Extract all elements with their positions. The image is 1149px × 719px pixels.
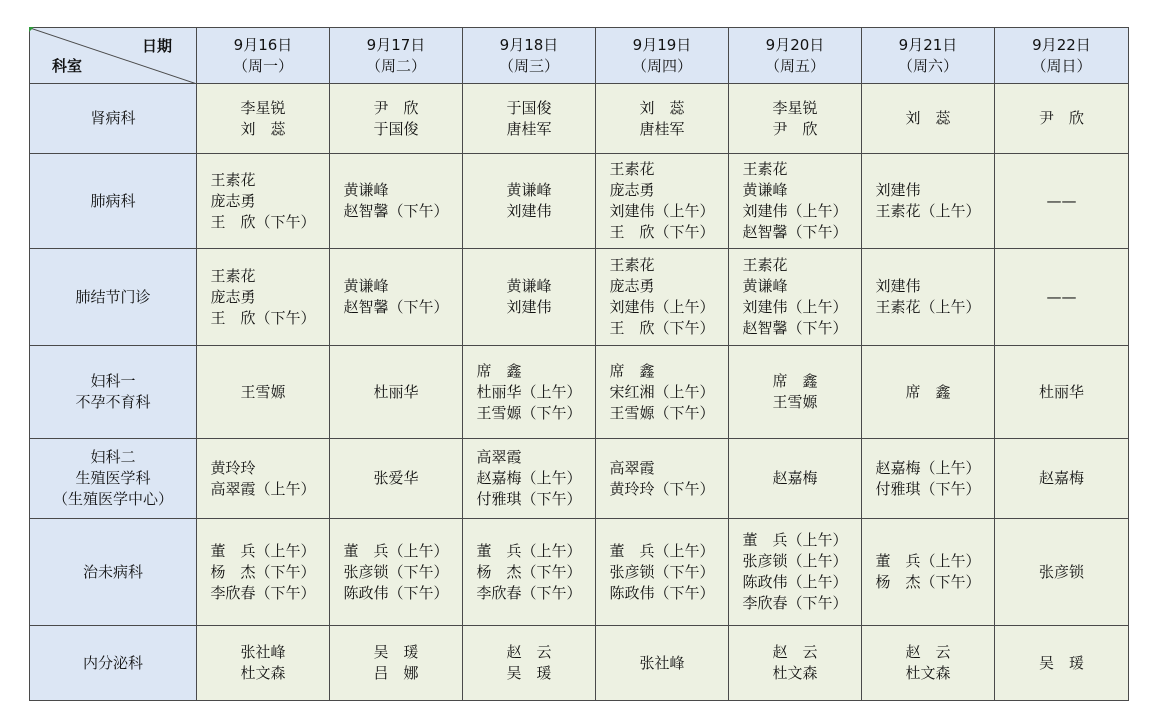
department-line: 妇科二 [90,448,136,466]
doctor-list [742,159,847,243]
department-name [30,84,197,154]
doctor-list [609,458,714,500]
doctor-list [240,382,285,403]
duty-cell [862,249,995,346]
doctor-list [1047,287,1077,308]
doctor-name: 杜丽华 [373,382,419,401]
department-name [30,346,197,439]
doctor-name: 刘建伟 [506,298,552,316]
weekday-label: （周六） [897,56,958,75]
doctor-list [1039,562,1084,583]
doctor-name: 王 欣（下午） [609,319,715,337]
doctor-list [240,642,285,684]
doctor-name: 刘建伟（上午） [609,298,715,316]
doctor-list [609,159,714,243]
doctor-name: 王素花（上午） [875,202,981,220]
doctor-name: 刘建伟 [875,181,921,199]
doctor-name: 赵 云 [506,643,552,661]
doctor-name: 王 欣（下午） [609,223,715,241]
doctor-list [609,541,714,604]
duty-cell [463,346,596,439]
duty-cell [330,519,463,626]
doctor-list [772,468,817,489]
doctor-list [476,541,581,604]
weekday-label: （周二） [365,56,426,75]
doctor-name: 高翠霞 [476,448,522,466]
doctor-name: 王 欣（下午） [210,308,316,327]
doctor-name: 席 鑫 [609,361,655,380]
doctor-name: 王雪嫄（下午） [476,403,582,422]
doctor-name: 张社峰 [639,653,685,672]
doctor-name: 刘 蕊 [639,98,685,117]
table-row [30,439,1129,519]
header-row [30,28,1129,84]
doctor-name: 刘建伟（上午） [742,298,848,316]
doctor-name: 李欣春（下午） [476,583,582,602]
doctor-name: 张社峰 [240,643,286,661]
doctor-list [506,98,551,140]
doctor-list [1047,191,1077,212]
doctor-name: 张彦锁（下午） [343,562,449,581]
doctor-list [373,468,418,489]
corner-date-label: 日期 [141,37,172,55]
doctor-name: 尹 欣 [373,98,419,117]
doctor-name: 黄谦峰 [742,277,788,295]
doctor-name: 刘建伟（上午） [742,202,848,220]
doctor-name: 王雪嫄 [240,382,286,401]
doctor-name: 吴 瑗 [506,664,552,682]
doctor-name: 张彦锁 [1038,562,1084,581]
doctor-name: 王素花 [609,160,655,178]
duty-cell [596,439,729,519]
weekday-label: （周日） [1031,56,1092,75]
duty-cell [463,84,596,154]
duty-cell [596,154,729,249]
doctor-name: 董 兵（上午） [210,541,316,560]
doctor-list [476,447,581,510]
department-line: 治未病科 [82,562,143,581]
duty-cell [197,84,330,154]
duty-cell [596,84,729,154]
doctor-name: 王雪嫄 [772,393,818,411]
doctor-list [609,361,714,424]
department-line: 不孕不育科 [75,393,151,411]
department-line: 妇科一 [90,372,136,390]
doctor-list [639,653,684,674]
department-name [30,626,197,701]
table-row [30,626,1129,701]
duty-cell [862,84,995,154]
doctor-list [343,541,448,604]
duty-cell [729,154,862,249]
duty-cell [995,249,1129,346]
duty-cell [330,84,463,154]
weekday-label: （周一） [232,56,293,75]
doctor-name: 王素花 [609,256,655,274]
department-line: 内分泌科 [82,653,143,672]
doctor-name: 付雅琪（下午） [476,490,582,508]
doctor-name: 李欣春（下午） [742,594,848,612]
duty-cell [463,154,596,249]
duty-cell [729,84,862,154]
department-name [30,249,197,346]
doctor-list [210,458,315,500]
department-line: 肺病科 [90,191,136,210]
doctor-name: 董 兵（上午） [875,552,981,570]
doctor-name: 董 兵（上午） [343,541,449,560]
duty-roster-table [29,27,1129,701]
table-row [30,519,1129,626]
duty-cell [862,154,995,249]
duty-cell [330,249,463,346]
date-header [995,28,1129,84]
doctor-name: 杜文森 [905,664,951,682]
doctor-name: 赵嘉梅（上午） [875,458,981,477]
doctor-list [210,266,315,329]
doctor-name: 陈政伟（下午） [609,583,715,602]
doctor-list [210,170,315,233]
doctor-name: 赵嘉梅 [772,469,818,487]
duty-cell [995,519,1129,626]
doctor-list [875,551,980,593]
doctor-name: 陈政伟（下午） [343,583,449,602]
date-header [729,28,862,84]
doctor-name: 庞志勇 [609,181,655,199]
department-line: 生殖医学科 [75,469,151,487]
date-label: 9月21日 [898,35,958,54]
doctor-name: 黄谦峰 [343,277,389,295]
doctor-list [506,276,551,318]
doctor-list [875,458,980,500]
doctor-name: 陈政伟（上午） [742,573,848,591]
doctor-list [373,382,418,403]
doctor-name: 庞志勇 [210,287,256,306]
duty-cell [197,346,330,439]
duty-cell [330,154,463,249]
duty-cell [596,346,729,439]
duty-cell [862,626,995,701]
doctor-name: 杜文森 [772,664,818,682]
doctor-name: 尹 欣 [1038,109,1084,127]
doctor-name: 李欣春（下午） [210,583,316,602]
doctor-name: 王素花 [742,160,788,178]
doctor-name: 于国俊 [506,98,552,117]
doctor-name: 杨 杰（下午） [210,562,316,581]
doctor-name: 黄谦峰 [506,181,552,199]
duty-cell [463,626,596,701]
duty-cell [330,626,463,701]
doctor-name: 黄谦峰 [742,181,788,199]
doctor-name: 刘 蕊 [905,109,951,127]
doctor-list [905,108,950,129]
doctor-name: 杨 杰（下午） [875,573,981,591]
doctor-list [240,98,285,140]
duty-cell [463,439,596,519]
doctor-name: 席 鑫 [476,361,522,380]
table-row [30,346,1129,439]
doctor-name: 席 鑫 [772,372,818,390]
doctor-list [742,255,847,339]
doctor-list [742,530,847,614]
duty-cell [995,439,1129,519]
doctor-name: 赵嘉梅（上午） [476,469,582,487]
doctor-list [210,541,315,604]
doctor-name: 赵智馨（下午） [343,298,449,316]
duty-cell [729,439,862,519]
duty-cell [463,249,596,346]
duty-cell [596,249,729,346]
weekday-label: （周三） [498,56,559,75]
duty-cell [330,439,463,519]
doctor-list [506,642,551,684]
doctor-name: 王素花（上午） [875,298,981,316]
doctor-list [875,180,980,222]
doctor-name: 于国俊 [373,119,419,138]
duty-cell [197,626,330,701]
doctor-name: 庞志勇 [210,191,256,210]
doctor-name: 董 兵（上午） [476,541,582,560]
duty-cell [995,84,1129,154]
duty-cell [862,346,995,439]
department-line: （生殖医学中心） [52,490,173,508]
doctor-name: 赵智馨（下午） [343,202,449,220]
doctor-list [772,98,817,140]
doctor-name: 黄谦峰 [343,181,389,199]
duty-cell [729,626,862,701]
duty-cell [995,154,1129,249]
weekday-label: （周五） [764,56,825,75]
doctor-name: 宋红湘（上午） [609,382,715,401]
doctor-name: 刘建伟 [506,202,552,220]
doctor-name: 刘建伟 [875,277,921,295]
cell-corner-marker [29,27,34,32]
doctor-list [1039,468,1084,489]
doctor-name: 黄玲玲 [210,458,256,477]
duty-cell [197,439,330,519]
doctor-list [343,276,448,318]
duty-cell [729,519,862,626]
duty-cell [197,154,330,249]
doctor-name: 董 兵（上午） [742,531,848,549]
department-line: 肺结节门诊 [75,287,151,306]
duty-cell [729,346,862,439]
doctor-list [905,382,950,403]
doctor-name: 吴 瑗 [1038,653,1084,672]
doctor-name: —— [1046,191,1077,210]
doctor-name: 杨 杰（下午） [476,562,582,581]
doctor-name: 刘建伟（上午） [609,202,715,220]
duty-cell [995,626,1129,701]
doctor-name: 赵 云 [772,643,818,661]
doctor-name: 李星锐 [772,98,818,117]
doctor-name: 杜文森 [240,664,286,682]
duty-cell [862,519,995,626]
doctor-name: 高翠霞 [609,458,655,477]
doctor-name: 赵智馨（下午） [742,223,848,241]
department-line: 肾病科 [90,109,136,127]
doctor-name: 张彦锁（下午） [609,562,715,581]
date-header [862,28,995,84]
date-header [330,28,463,84]
doctor-list [1039,382,1084,403]
table-row [30,154,1129,249]
doctor-list [772,642,817,684]
duty-cell [596,519,729,626]
doctor-list [905,642,950,684]
doctor-name: 王素花 [210,266,256,285]
doctor-name: 唐桂军 [506,119,552,138]
doctor-name: 黄玲玲（下午） [609,479,715,498]
table-row [30,84,1129,154]
duty-cell [862,439,995,519]
date-label: 9月18日 [499,35,559,54]
doctor-name: 高翠霞（上午） [210,479,316,498]
doctor-name: 庞志勇 [609,277,655,295]
doctor-name: 王素花 [742,256,788,274]
doctor-name: 赵 云 [905,643,951,661]
doctor-name: 李星锐 [240,98,286,117]
doctor-list [476,361,581,424]
doctor-name: 王 欣（下午） [210,212,316,231]
duty-cell [596,626,729,701]
corner-dept-label: 科室 [52,57,83,75]
date-label: 9月20日 [765,35,825,54]
date-header [596,28,729,84]
doctor-list [1039,653,1084,674]
doctor-name: —— [1046,287,1077,306]
doctor-name: 尹 欣 [772,119,818,138]
duty-cell [463,519,596,626]
doctor-list [506,180,551,222]
corner-header [30,28,197,84]
department-name [30,154,197,249]
date-label: 9月17日 [366,35,426,54]
doctor-name: 唐桂军 [639,119,685,138]
doctor-list [772,371,817,413]
duty-cell [197,519,330,626]
doctor-name: 张爱华 [373,469,419,487]
doctor-list [373,98,418,140]
doctor-list [609,255,714,339]
department-name [30,439,197,519]
doctor-name: 王雪嫄（下午） [609,403,715,422]
doctor-name: 王素花 [210,170,256,189]
doctor-name: 吴 瑗 [373,643,419,661]
doctor-name: 杜丽华 [1038,382,1084,401]
doctor-list [1039,108,1084,129]
doctor-name: 董 兵（上午） [609,541,715,560]
doctor-name: 杜丽华（上午） [476,382,582,401]
doctor-name: 张彦锁（上午） [742,552,848,570]
duty-cell [729,249,862,346]
doctor-name: 刘 蕊 [240,119,286,138]
date-label: 9月16日 [233,35,293,54]
date-header [463,28,596,84]
doctor-list [875,276,980,318]
doctor-name: 席 鑫 [905,382,951,401]
duty-cell [995,346,1129,439]
doctor-list [343,180,448,222]
doctor-name: 赵嘉梅 [1038,469,1084,487]
doctor-list [639,98,684,140]
department-name [30,519,197,626]
duty-cell [330,346,463,439]
doctor-list [373,642,418,684]
weekday-label: （周四） [631,56,692,75]
date-label: 9月22日 [1032,35,1091,54]
table-row [30,249,1129,346]
doctor-name: 黄谦峰 [506,277,552,295]
date-header [197,28,330,84]
duty-cell [197,249,330,346]
date-label: 9月19日 [632,35,692,54]
doctor-name: 付雅琪（下午） [875,479,981,498]
doctor-name: 吕 娜 [373,664,419,682]
doctor-name: 赵智馨（下午） [742,319,848,337]
